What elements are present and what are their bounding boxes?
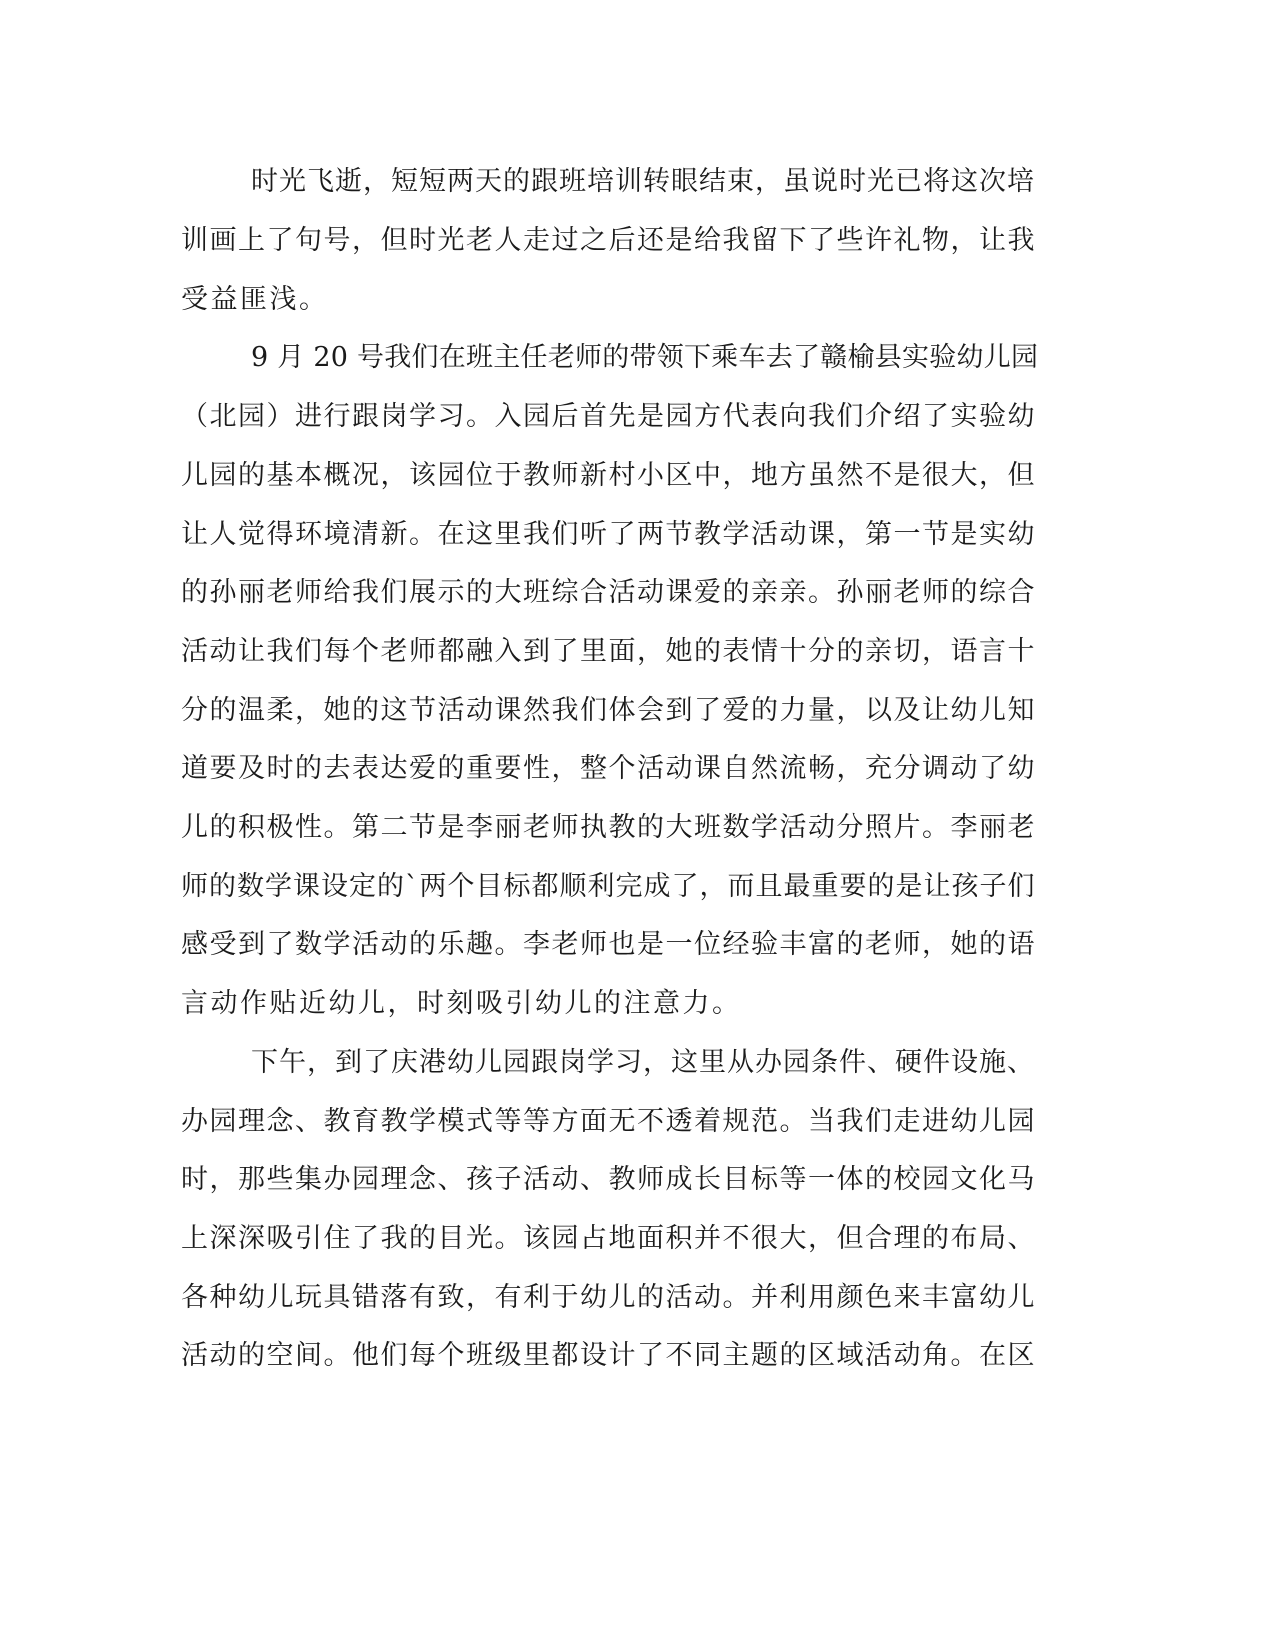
paragraph-2-line-2: （北园）进行跟岗学习。入园后首先是园方代表向我们介绍了实验幼 (181, 401, 1036, 432)
paragraph-3-line-5: 各种幼儿玩具错落有致，有利于幼儿的活动。并利用颜色来丰富幼儿 (181, 1282, 1036, 1313)
paragraph-3-line-4: 上深深吸引住了我的目光。该园占地面积并不很大，但合理的布局、 (181, 1223, 1036, 1254)
paragraph-2-line-7: 分的温柔，她的这节活动课然我们体会到了爱的力量，以及让幼儿知 (181, 695, 1036, 726)
paragraph-3-line-1: 下午，到了庆港幼儿园跟岗学习，这里从办园条件、硬件设施、 (251, 1047, 1035, 1078)
paragraph-2-line-8: 道要及时的去表达爱的重要性，整个活动课自然流畅，充分调动了幼 (181, 753, 1036, 784)
paragraph-2-line-10: 师的数学课设定的`两个目标都顺利完成了，而且最重要的是让孩子们 (181, 871, 1036, 902)
paragraph-2-line-1: 9 月 20 号我们在班主任老师的带领下乘车去了赣榆县实验幼儿园 (251, 342, 1039, 373)
paragraph-2-line-6: 活动让我们每个老师都融入到了里面，她的表情十分的亲切，语言十 (181, 636, 1036, 667)
paragraph-1-line-2: 训画上了句号，但时光老人走过之后还是给我留下了些许礼物，让我 (181, 225, 1036, 256)
paragraph-3-line-2: 办园理念、教育教学模式等等方面无不透着规范。当我们走进幼儿园 (181, 1106, 1036, 1137)
paragraph-2-line-12: 言动作贴近幼儿，时刻吸引幼儿的注意力。 (181, 988, 742, 1019)
paragraph-3-line-3: 时，那些集办园理念、孩子活动、教师成长目标等一体的校园文化马 (181, 1164, 1036, 1195)
paragraph-3-line-6: 活动的空间。他们每个班级里都设计了不同主题的区域活动角。在区 (181, 1340, 1036, 1371)
paragraph-2-line-11: 感受到了数学活动的乐趣。李老师也是一位经验丰富的老师，她的语 (181, 929, 1036, 960)
paragraph-2-line-4: 让人觉得环境清新。在这里我们听了两节教学活动课，第一节是实幼 (181, 519, 1036, 550)
paragraph-2-line-5: 的孙丽老师给我们展示的大班综合活动课爱的亲亲。孙丽老师的综合 (181, 577, 1036, 608)
paragraph-2-line-3: 儿园的基本概况，该园位于教师新村小区中，地方虽然不是很大，但 (181, 460, 1036, 491)
paragraph-2-line-9: 儿的积极性。第二节是李丽老师执教的大班数学活动分照片。李丽老 (181, 812, 1036, 843)
paragraph-1-line-3: 受益匪浅。 (181, 284, 329, 315)
paragraph-1-line-1: 时光飞逝，短短两天的跟班培训转眼结束，虽说时光已将这次培 (251, 166, 1035, 197)
